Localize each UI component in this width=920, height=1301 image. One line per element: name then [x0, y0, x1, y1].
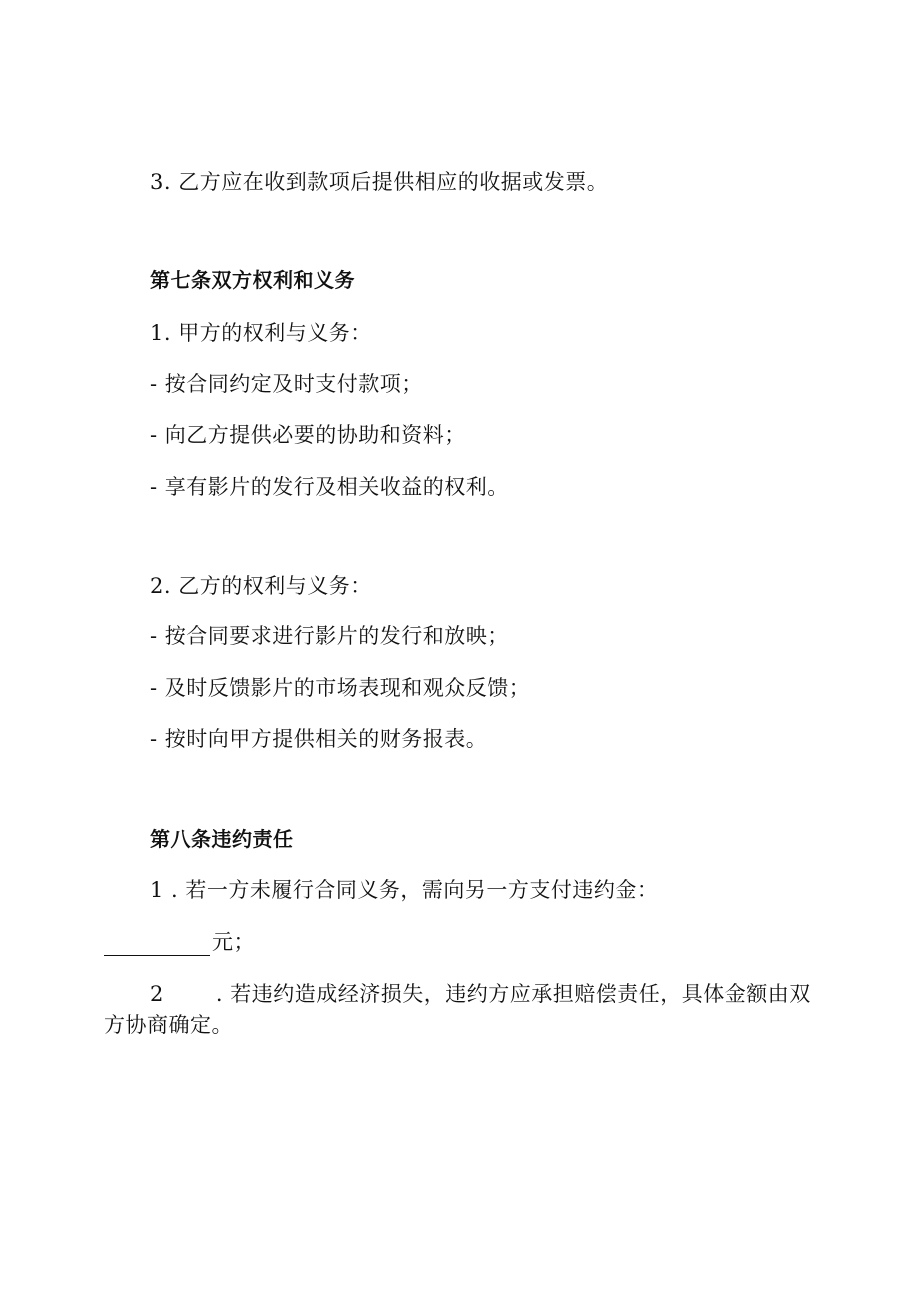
section8-item2-number: 2	[150, 982, 164, 1006]
section6-item3: 3. 乙方应在收到款项后提供相应的收据或发票。	[150, 170, 609, 194]
partyA-item-3: - 享有影片的发行及相关收益的权利。	[150, 475, 509, 499]
penalty-amount-blank	[104, 935, 210, 956]
partyB-item-1: - 按合同要求进行影片的发行和放映；	[150, 624, 509, 648]
partyA-heading: 1. 甲方的权利与义务：	[150, 321, 372, 345]
section8-item2-line2: 方协商确定。	[104, 1013, 233, 1037]
partyB-item-2: - 及时反馈影片的市场表现和观众反馈；	[150, 676, 531, 700]
partyB-heading: 2. 乙方的权利与义务：	[150, 574, 372, 598]
penalty-amount-line	[104, 928, 255, 956]
section7-title: 第七条双方权利和义务	[150, 268, 355, 292]
partyA-item-1: - 按合同约定及时支付款项；	[150, 372, 423, 396]
penalty-amount-unit: 元；	[212, 930, 255, 954]
section8-item2-line1	[150, 980, 811, 1008]
section8-item2-text: . 若违约造成经济损失，违约方应承担赔偿责任，具体金额由双	[215, 982, 811, 1006]
section8-title: 第八条违约责任	[150, 827, 294, 851]
partyB-item-3: - 按时向甲方提供相关的财务报表。	[150, 727, 488, 751]
section8-item1: 1 . 若一方未履行合同义务，需向另一方支付违约金：	[150, 878, 659, 902]
partyA-item-2: - 向乙方提供必要的协助和资料；	[150, 423, 466, 447]
